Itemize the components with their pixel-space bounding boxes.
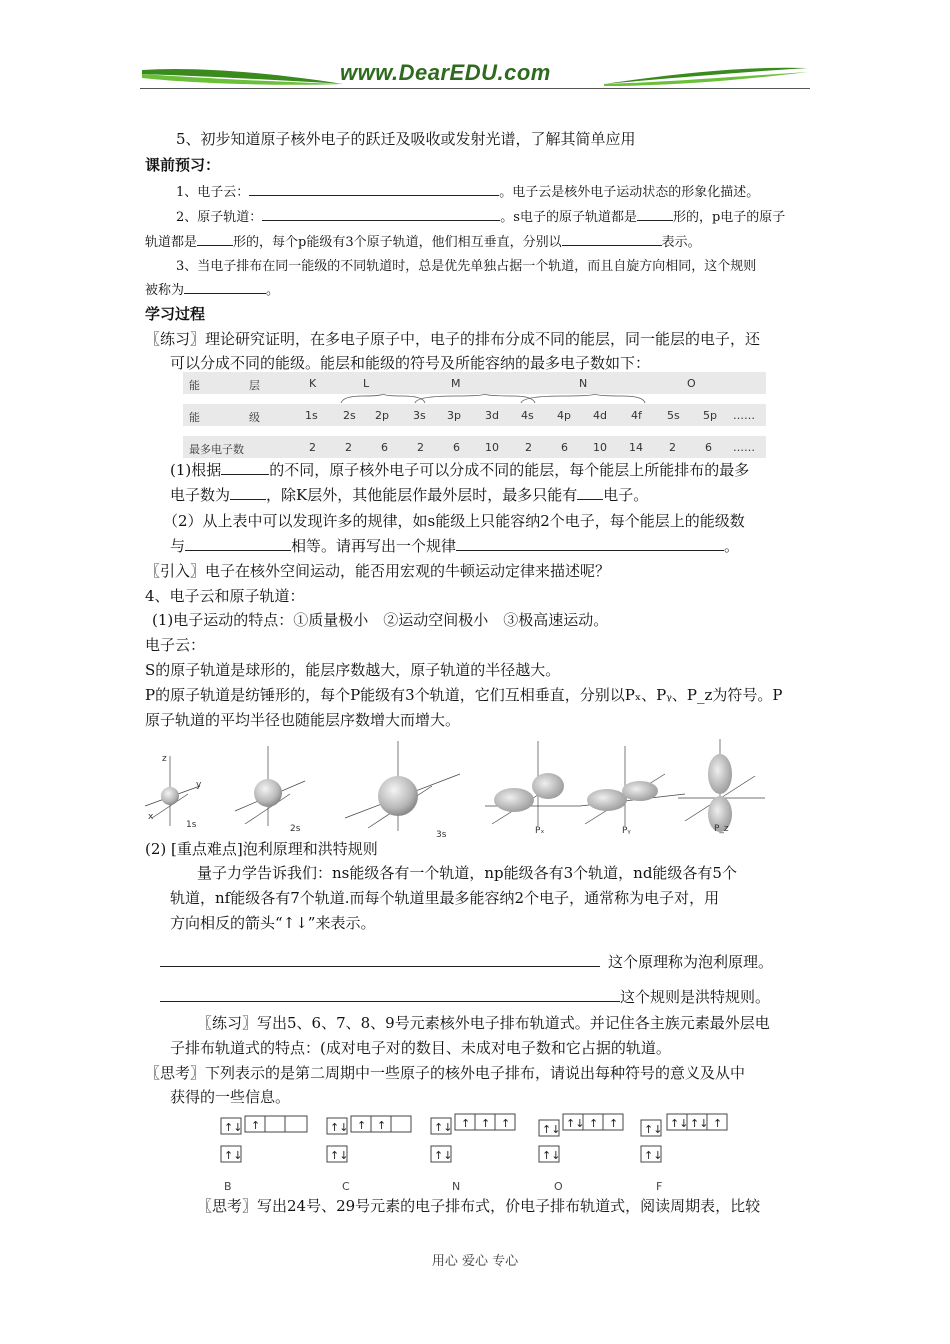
table-cell: 14 — [629, 441, 643, 454]
orbital-label-1s: 1s — [186, 820, 197, 830]
svg-text:↑↓: ↑↓ — [542, 1123, 561, 1136]
svg-text:↑↓: ↑↓ — [542, 1149, 561, 1162]
svg-text:↑↓: ↑↓ — [670, 1117, 689, 1130]
table-cell: 层 — [249, 379, 260, 392]
orbital-label-2s: 2s — [290, 824, 301, 834]
s-orbital-desc: S的原子轨道是球形的，能层序数越大，原子轨道的半径越大。 — [145, 661, 561, 679]
quantum-desc-3: 方向相反的箭头“↑↓”来表示。 — [170, 914, 376, 932]
table-cell: L — [363, 377, 370, 390]
svg-text:↑: ↑ — [481, 1117, 491, 1130]
svg-text:↑: ↑ — [461, 1117, 471, 1130]
question-1: (1)根据 的不同，原子核外电子可以分成不同的能层，每个能层上所能排布的最多 — [170, 461, 750, 479]
table-cell: 4s — [521, 409, 534, 422]
think-question-1: 〖思考〗下列表示的是第二周期中一些原子的核外电子排布，请说出每种符号的意义及从中 — [145, 1064, 746, 1082]
svg-text:↑↓: ↑↓ — [330, 1149, 349, 1162]
table-cell: 2 — [669, 441, 676, 454]
table-cell: K — [309, 377, 317, 390]
svg-text:↑: ↑ — [609, 1117, 619, 1130]
element-label-o: O — [554, 1180, 563, 1193]
preview-q3-cont: 被称为 。 — [145, 279, 279, 298]
table-row-shell — [183, 372, 766, 394]
quantum-desc-2: 轨道，nf能级各有7个轨道.而每个轨道里最多能容纳2个电子，通常称为电子对，用 — [170, 889, 720, 907]
table-cell: 4p — [557, 409, 571, 422]
table-cell: 5p — [703, 409, 717, 422]
header-swoosh-right-icon — [602, 62, 810, 88]
think-question-2: 〖思考〗写出24号、29号元素的电子排布式，价电子排布轨道式，阅读周期表，比较 — [197, 1197, 761, 1215]
p-orbital-desc: P的原子轨道是纺锤形的，每个P能级有3个轨道，它们互相垂直，分别以Pₓ、Pᵧ、P_z为符号。P — [145, 686, 783, 704]
section-4-title: 4、电子云和原子轨道： — [145, 587, 305, 605]
table-row-subshell — [183, 404, 766, 426]
table-cell: O — [687, 377, 696, 390]
axis-label-z: z — [162, 754, 167, 764]
svg-text:↑↓: ↑↓ — [434, 1149, 453, 1162]
quantum-desc-1: 量子力学告诉我们：ns能级各有一个轨道，np能级各有3个轨道，nd能级各有5个 — [197, 864, 737, 882]
table-cell: 2p — [375, 409, 389, 422]
svg-text:↑: ↑ — [357, 1119, 367, 1132]
exercise-intro: 〖练习〗理论研究证明，在多电子原子中，电子的排布分成不同的能层，同一能层的电子，还 — [145, 330, 761, 348]
element-label-c: C — [342, 1180, 350, 1193]
exercise-orbital-diagram: 〖练习〗写出5、6、7、8、9号元素核外电子排布轨道式。并记住各主族元素最外层电 — [197, 1014, 770, 1032]
preview-q2: 2、原子轨道： 。s电子的原子轨道都是 形的，p电子的原子 — [176, 206, 785, 225]
table-cell: 4d — [593, 409, 607, 422]
svg-text:↑↓: ↑↓ — [224, 1149, 243, 1162]
intro-question: 〖引入〗电子在核外空间运动，能否用宏观的牛顿运动定律来描述呢？ — [145, 562, 611, 580]
blank-field[interactable] — [230, 485, 266, 500]
axis-label-y: y — [196, 780, 202, 790]
orbital-diagram-icon — [140, 736, 780, 836]
think-question-1-cont: 获得的一些信息。 — [170, 1088, 291, 1106]
orbital-label-py: Pᵧ — [622, 826, 631, 836]
table-cell: N — [579, 377, 588, 390]
blank-field[interactable] — [249, 181, 499, 196]
svg-text:↑↓: ↑↓ — [690, 1117, 709, 1130]
preview-q3: 3、当电子排布在同一能级的不同轨道时，总是优先单独占据一个轨道，而且自旋方向相同，这个规则 — [176, 259, 757, 274]
electron-features: (1)电子运动的特点：①质量极小 ②运动空间极小 ③极高速运动。 — [152, 611, 609, 629]
blank-field[interactable] — [456, 536, 724, 551]
exercise-intro-cont: 可以分成不同的能级。能层和能级的符号及所能容纳的最多电子数如下： — [170, 354, 651, 372]
table-cell: 2 — [417, 441, 424, 454]
blank-field[interactable] — [562, 231, 662, 246]
svg-text:↑↓: ↑↓ — [434, 1121, 453, 1134]
blank-field[interactable] — [160, 952, 600, 967]
element-label-n: N — [452, 1180, 461, 1193]
table-cell: 能 — [189, 411, 200, 424]
orbital-label-3s: 3s — [436, 830, 447, 840]
section-pauli-hund-title: (2) [重点难点]泡利原理和洪特规则 — [145, 840, 378, 858]
svg-text:↑↓: ↑↓ — [566, 1117, 585, 1130]
blank-field[interactable] — [184, 279, 266, 294]
table-cell: …… — [733, 409, 755, 422]
blank-field[interactable] — [577, 485, 603, 500]
table-cell: 级 — [249, 411, 260, 424]
blank-field[interactable] — [197, 231, 233, 246]
hund-rule-line: 这个规则是洪特规则。 — [160, 986, 770, 1007]
pauli-principle-line: 这个原理称为泡利原理。 — [160, 951, 773, 972]
exercise-orbital-diagram-cont: 子排布轨道式的特点：(成对电子对的数目、未成对电子数和它占据的轨道。 — [170, 1039, 671, 1057]
svg-text:↑: ↑ — [713, 1117, 723, 1130]
question-2-cont: 与 相等。请再写出一个规律 。 — [170, 537, 740, 555]
table-cell: 6 — [453, 441, 460, 454]
blank-field[interactable] — [160, 987, 620, 1002]
table-cell: 3p — [447, 409, 461, 422]
preview-q1: 1、电子云： 。电子云是核外电子运动状态的形象化描述。 — [176, 181, 759, 200]
svg-text:↑↓: ↑↓ — [644, 1149, 663, 1162]
table-cell: 3d — [485, 409, 499, 422]
element-label-f: F — [656, 1180, 663, 1193]
p-orbital-desc-cont: 原子轨道的平均半径也随能层序数增大而增大。 — [145, 711, 461, 729]
svg-text:↑: ↑ — [501, 1117, 511, 1130]
preview-q2-cont: 轨道都是 形的，每个p能级有3个原子轨道，他们相互垂直，分别以 表示。 — [145, 231, 701, 250]
table-cell: 10 — [593, 441, 607, 454]
orbital-label-pz: P_z — [714, 824, 729, 834]
table-cell: 2s — [343, 409, 356, 422]
svg-text:↑: ↑ — [377, 1119, 387, 1132]
blank-field[interactable] — [221, 460, 269, 475]
table-cell: 能 — [189, 379, 200, 392]
table-cell: 2 — [309, 441, 316, 454]
header-rule — [140, 88, 810, 89]
table-cell: …… — [733, 441, 755, 454]
svg-text:↑↓: ↑↓ — [330, 1121, 349, 1134]
question-2: （2）从上表中可以发现许多的规律，如s能级上只能容纳2个电子，每个能层上的能级数 — [163, 512, 745, 530]
electron-cloud-label: 电子云： — [145, 636, 206, 654]
orbital-label-px: Pₓ — [535, 826, 545, 836]
table-cell: 2 — [345, 441, 352, 454]
question-1-cont: 电子数为 ，除K层外，其他能层作最外层时，最多只能有 电子。 — [170, 486, 649, 504]
table-cell: 1s — [305, 409, 318, 422]
table-cell: 最多电子数 — [189, 443, 244, 456]
page-header — [140, 58, 810, 94]
header-swoosh-left-icon — [140, 62, 345, 88]
table-cell: 6 — [705, 441, 712, 454]
svg-text:↑↓: ↑↓ — [644, 1123, 663, 1136]
svg-text:↑: ↑ — [251, 1119, 261, 1132]
section-learning-title: 学习过程 — [145, 305, 206, 323]
orbital-figures — [140, 736, 780, 840]
element-label-b: B — [224, 1180, 232, 1193]
table-cell: 6 — [381, 441, 388, 454]
objective-5: 5、初步知道原子核外电子的跃迁及吸收或发射光谱，了解其简单应用 — [176, 130, 636, 148]
table-cell: 4f — [631, 409, 642, 422]
blank-field[interactable] — [185, 536, 291, 551]
svg-text:↑: ↑ — [589, 1117, 599, 1130]
table-cell: 6 — [561, 441, 568, 454]
table-cell: 5s — [667, 409, 680, 422]
axis-label-x: x — [148, 812, 154, 822]
table-cell: 3s — [413, 409, 426, 422]
energy-level-table — [183, 372, 766, 458]
blank-field[interactable] — [637, 206, 673, 221]
table-row-max-electrons — [183, 436, 766, 458]
svg-text:↑↓: ↑↓ — [224, 1121, 243, 1134]
brand-logo-text[interactable]: www.DearEDU.com — [340, 60, 551, 85]
table-braces-icon — [183, 394, 766, 404]
table-cell: 2 — [525, 441, 532, 454]
blank-field[interactable] — [262, 206, 500, 221]
orbital-box-diagrams — [215, 1110, 735, 1190]
page-footer: 用心 爱心 专心 — [431, 1254, 519, 1269]
table-cell: M — [451, 377, 461, 390]
section-preview-title: 课前预习： — [145, 156, 221, 174]
table-cell: 10 — [485, 441, 499, 454]
